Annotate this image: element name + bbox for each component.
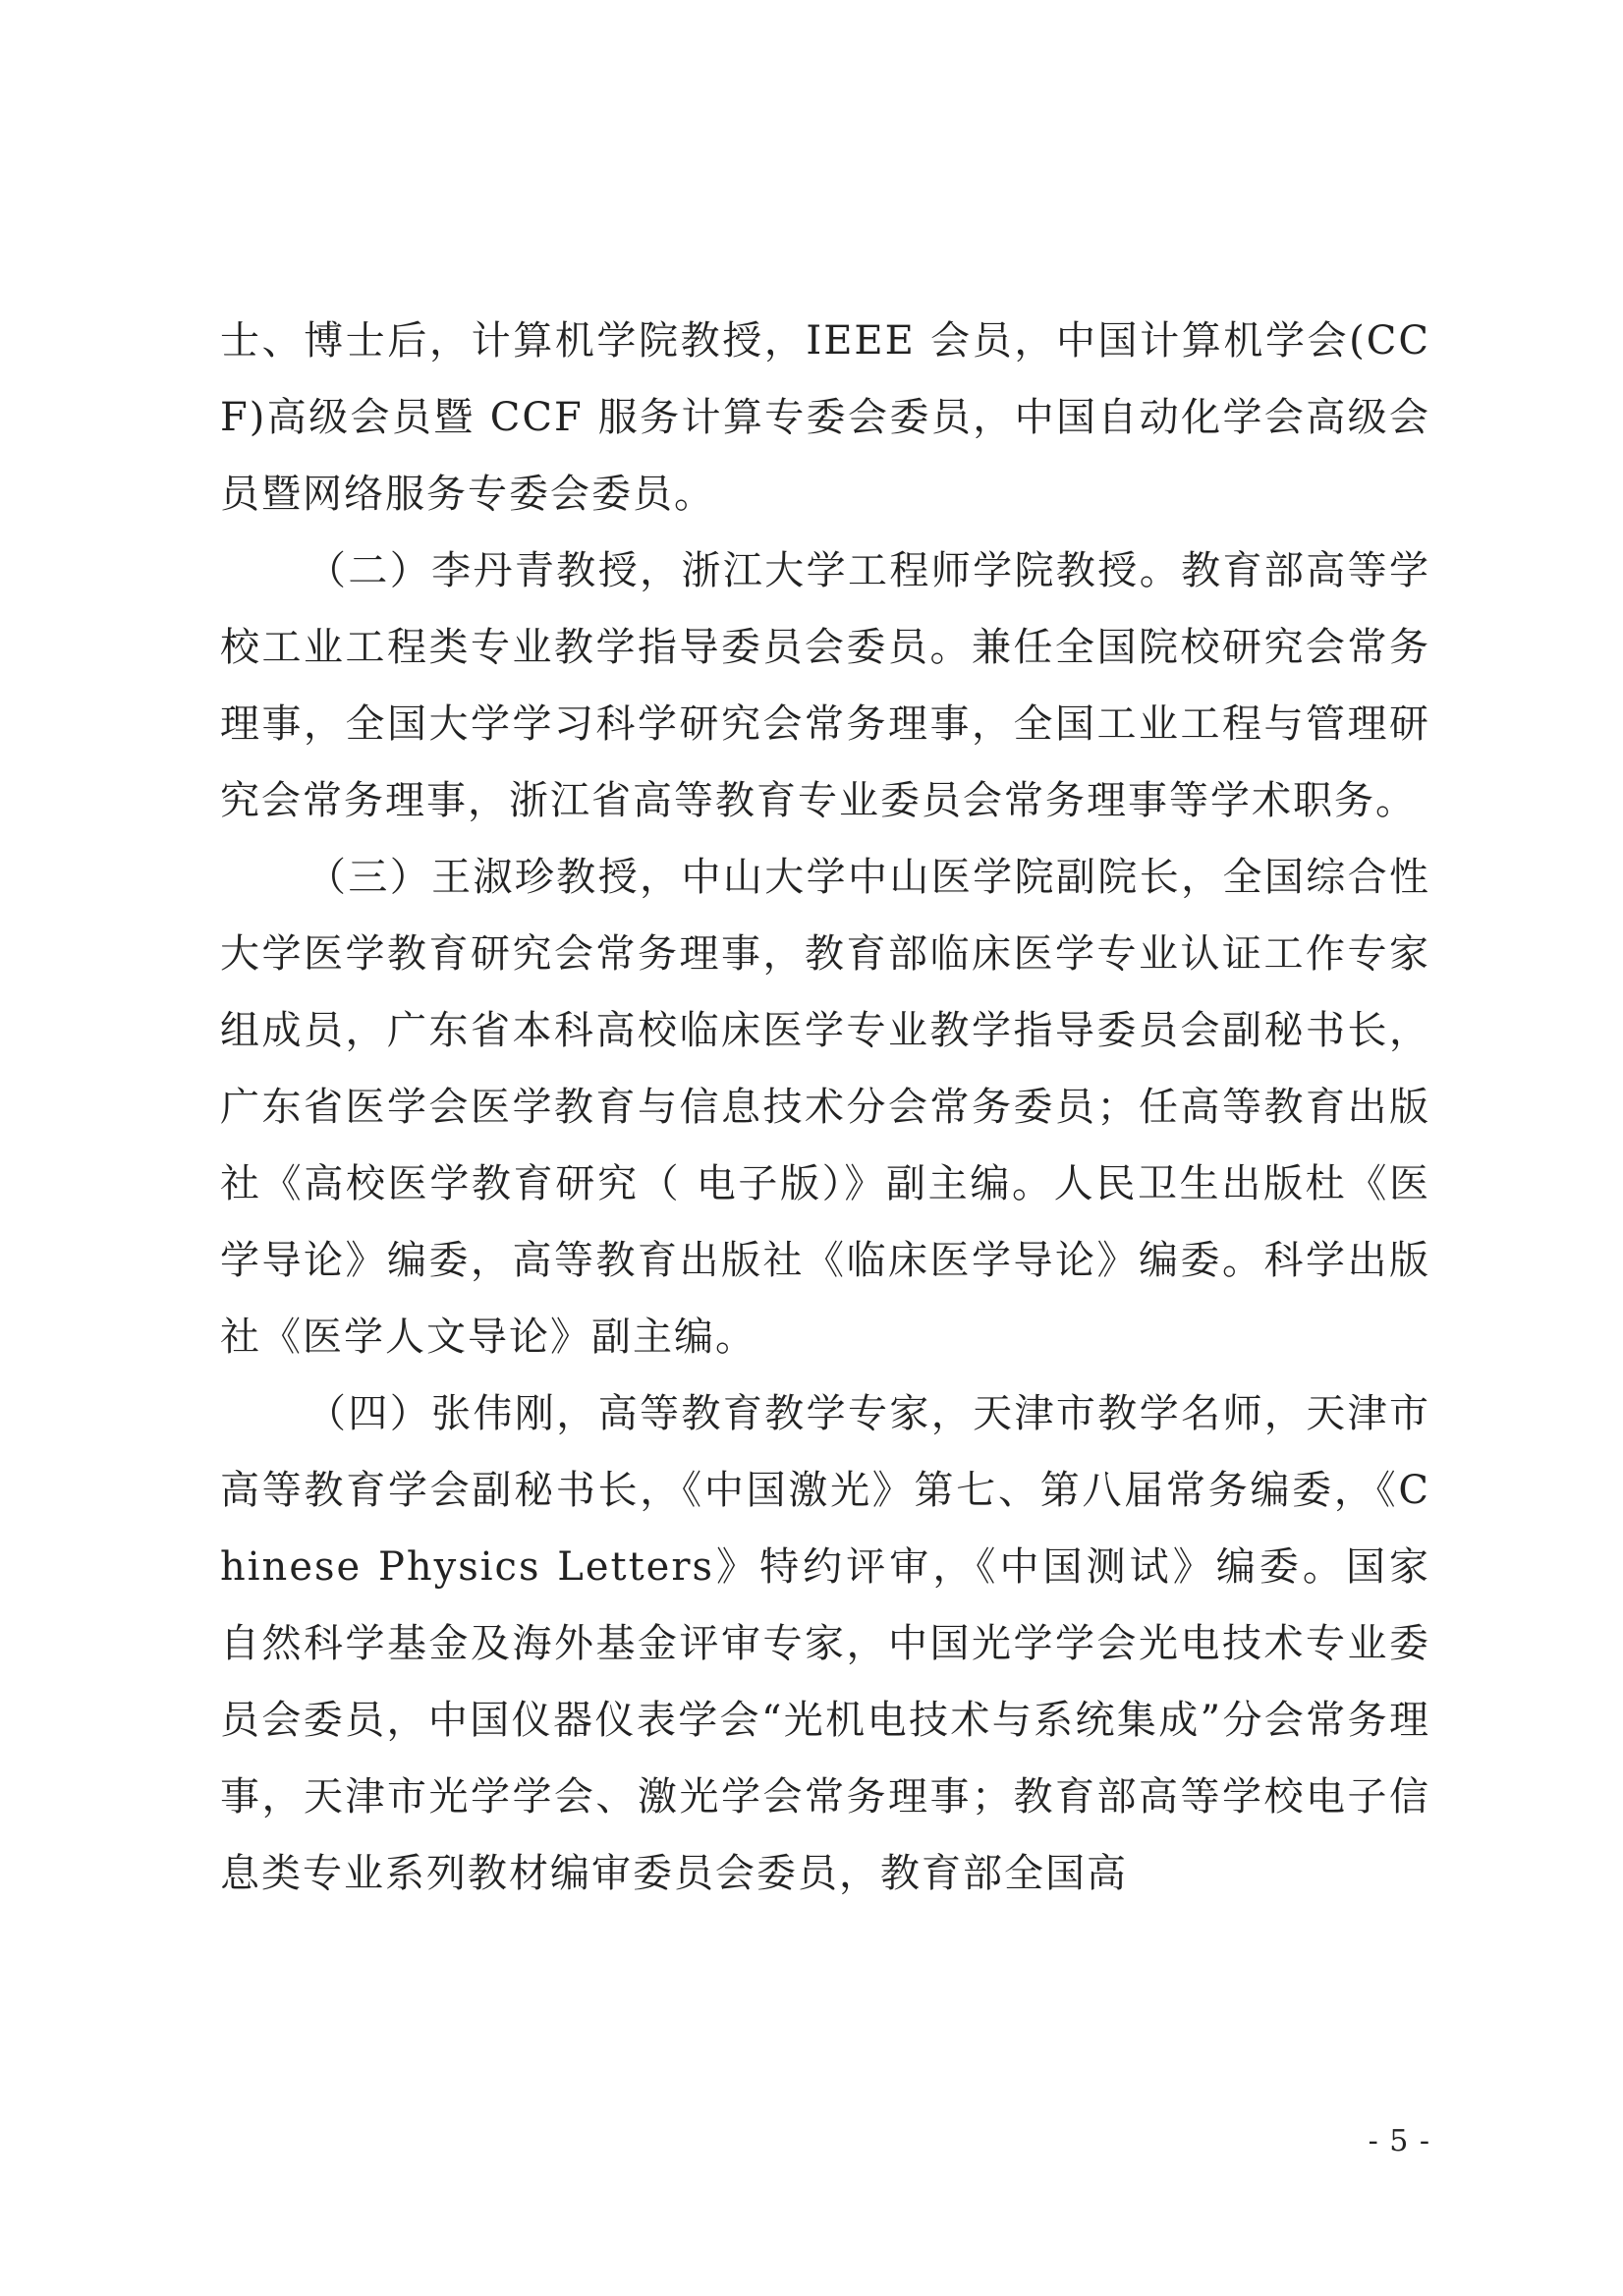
paragraph-3: （三）王淑珍教授，中山大学中山医学院副院长，全国综合性大学医学教育研究会常务理事，教育部临床医学专业认证工作专家组成员，广东省本科高校临床医学专业教学指导委员会副秘书长，广东省医学会医学教育与信息技术分会常务委员；任高等教育出版社《高校医学教育研究（ 电子版）》副主编。人民卫生出版杜《医学导论》编委，高等教育出版社《临床医学导论》编委。科学出版社《医学人文导论》副主编。	[220, 855, 1430, 1360]
paragraph-2: （二）李丹青教授，浙江大学工程师学院教授。教育部高等学校工业工程类专业教学指导委员会委员。兼任全国院校研究会常务理事，全国大学学习科学研究会常务理事，全国工业工程与管理研究会常务理事，浙江省高等教育专业委员会常务理事等学术职务。	[220, 548, 1430, 823]
page-number: - 5 -	[1368, 2124, 1430, 2158]
paragraph-1: 士、博士后，计算机学院教授，IEEE 会员，中国计算机学会(CCF)高级会员暨 CCF 服务计算专委会委员，中国自动化学会高级会员暨网络服务专委会委员。	[220, 318, 1430, 517]
document-body	[220, 303, 1430, 1912]
paragraph-4: （四）张伟刚，高等教育教学专家，天津市教学名师，天津市高等教育学会副秘书长，《中国激光》第七、第八届常务编委，《Chinese Physics Letters》特约评审，《中国测试》编委。国家自然科学基金及海外基金评审专家，中国光学学会光电技术专业委员会委员，中国仪器仪表学会“光机电技术与系统集成”分会常务理事，天津市光学学会、激光学会常务理事；教育部高等学校电子信息类专业系列教材编审委员会委员，教育部全国高	[220, 1391, 1430, 1896]
